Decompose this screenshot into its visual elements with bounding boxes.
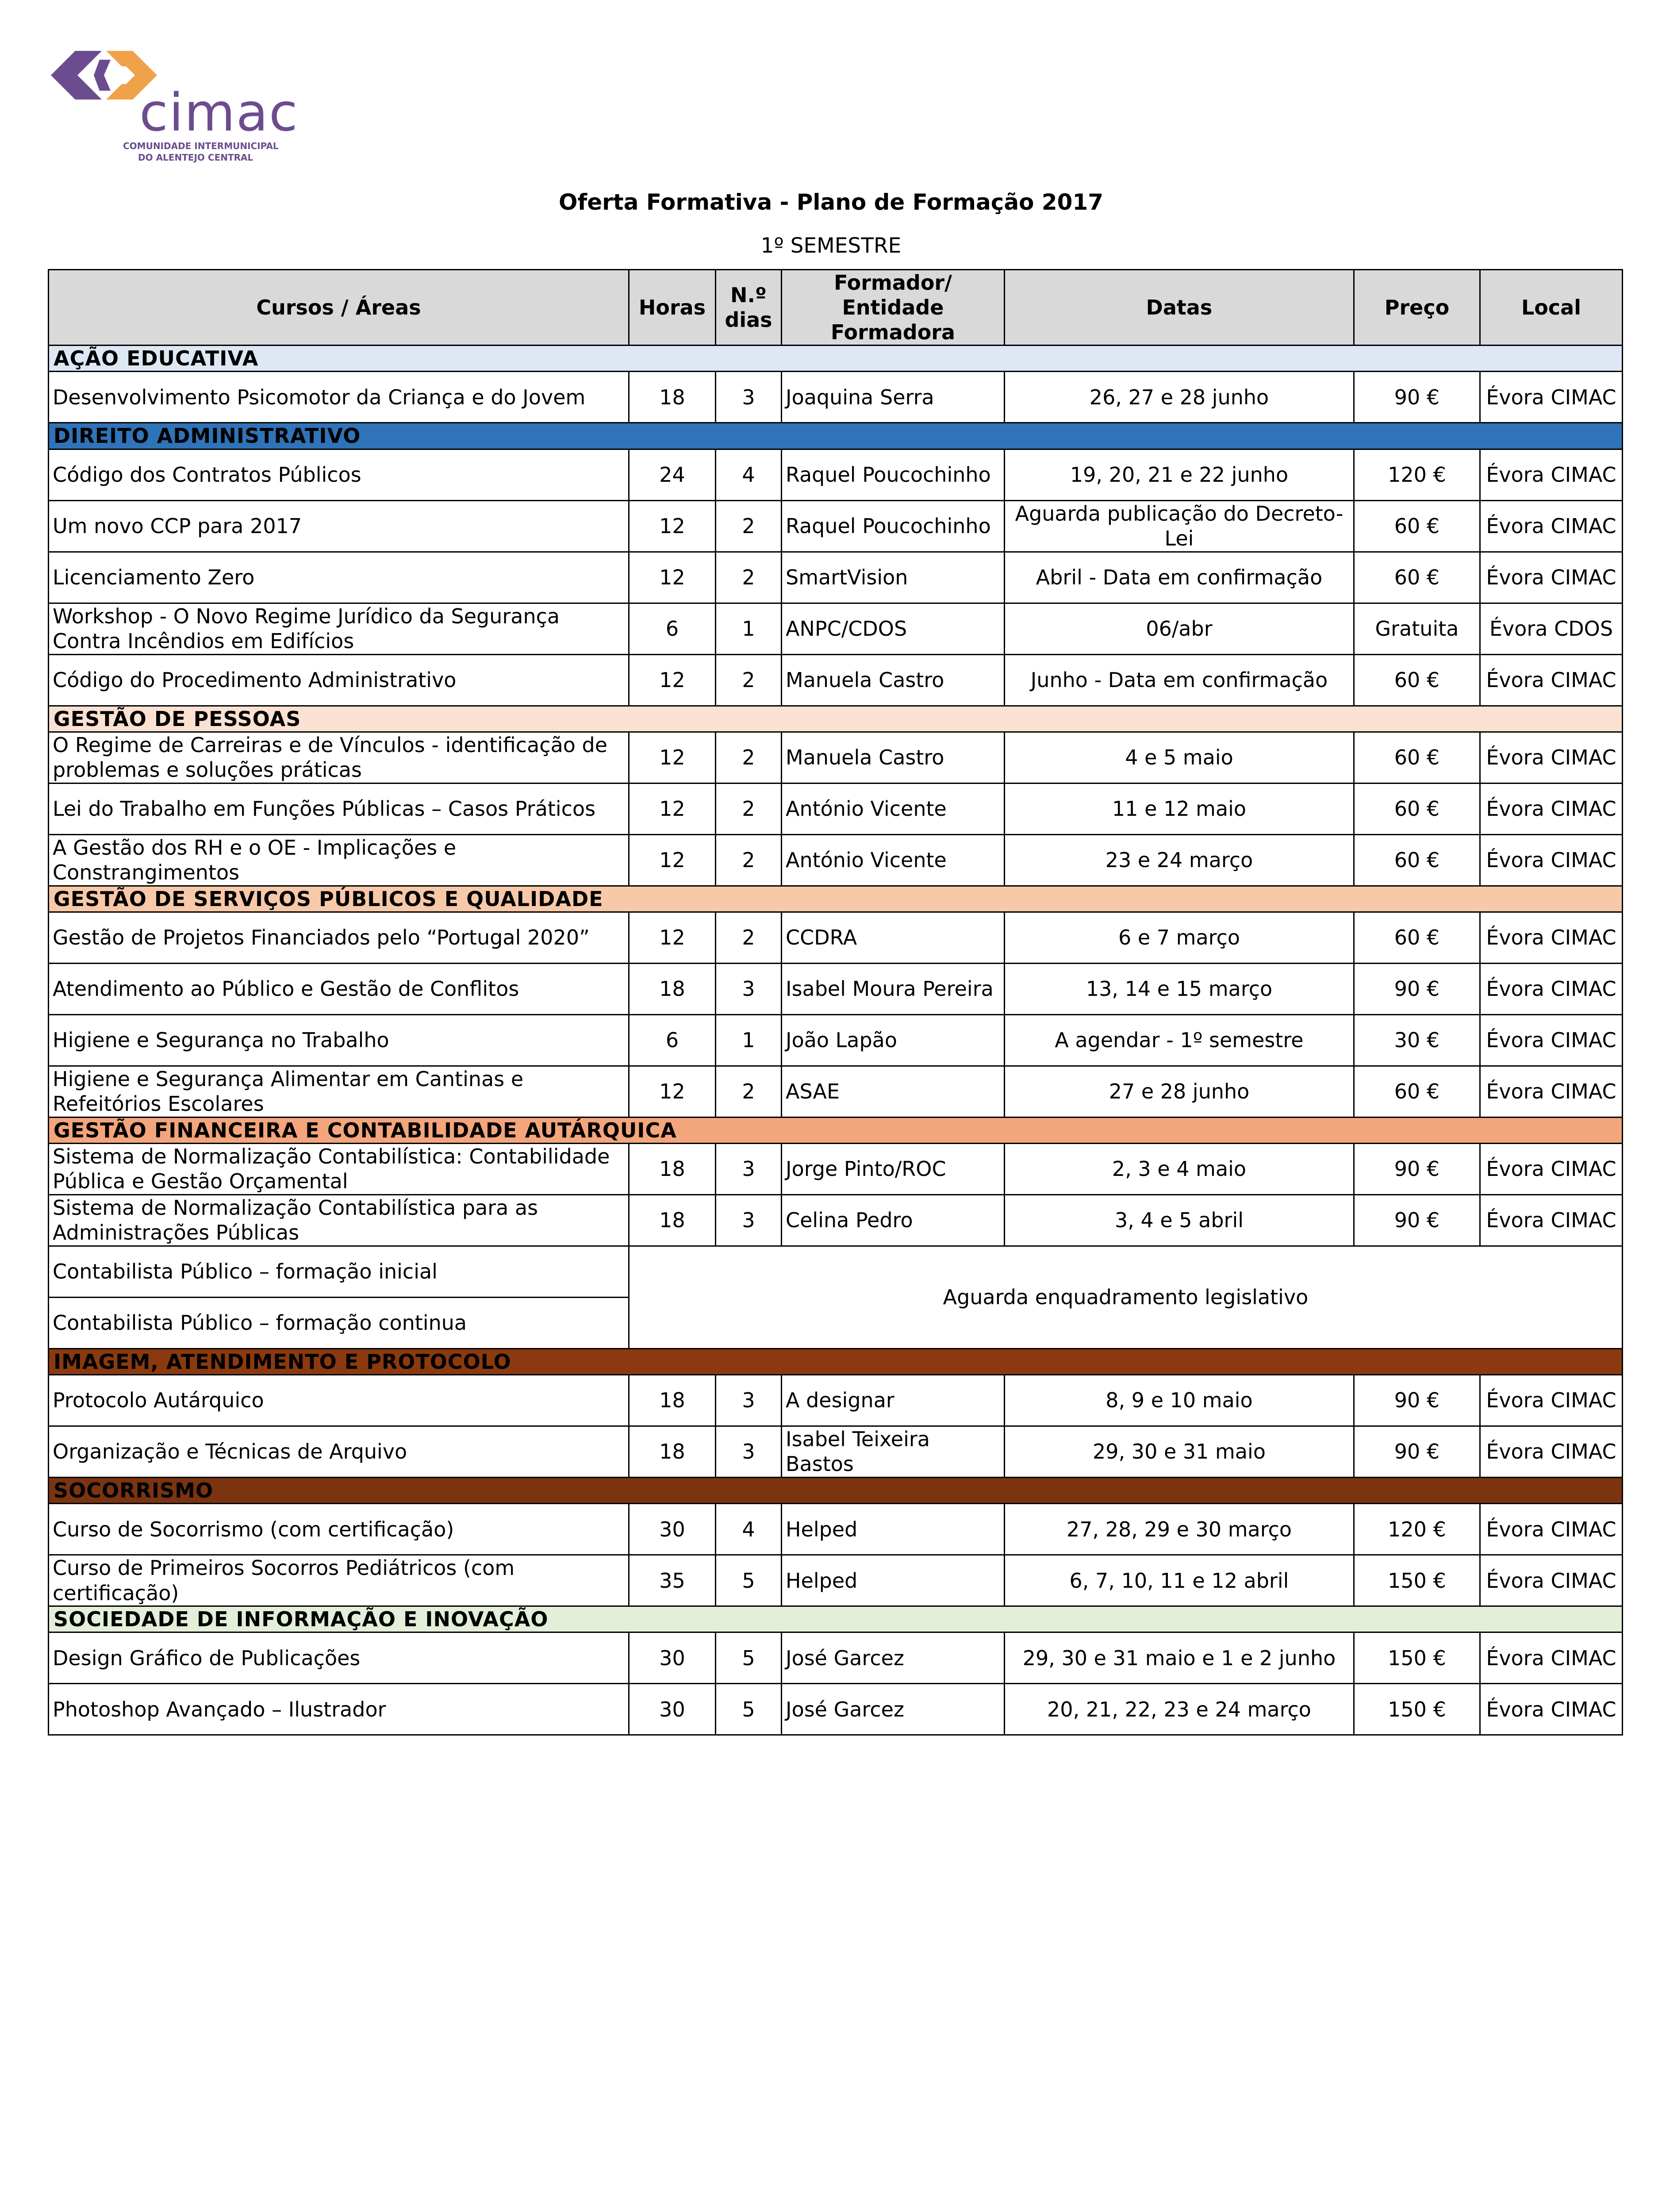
course-name: Curso de Primeiros Socorros Pediátricos (com certificação) — [49, 1555, 629, 1606]
course-name: Um novo CCP para 2017 — [49, 500, 629, 552]
course-location: Évora CDOS — [1480, 603, 1623, 654]
course-days: 2 — [716, 552, 782, 603]
header-formador: Formador/ Entidade Formadora — [782, 270, 1005, 346]
course-dates: 19, 20, 21 e 22 junho — [1005, 449, 1354, 500]
table-row — [49, 1555, 1623, 1606]
course-days: 2 — [716, 500, 782, 552]
course-name: Photoshop Avançado – Ilustrador — [49, 1684, 629, 1735]
course-dates: 13, 14 e 15 março — [1005, 963, 1354, 1014]
course-trainer: Helped — [782, 1555, 1005, 1606]
course-dates: Junho - Data em confirmação — [1005, 654, 1354, 706]
table-row — [49, 783, 1623, 834]
course-location: Évora CIMAC — [1480, 1375, 1623, 1426]
course-price: 90 € — [1354, 963, 1480, 1014]
course-trainer: António Vicente — [782, 834, 1005, 886]
table-row — [49, 1632, 1623, 1684]
course-days: 2 — [716, 654, 782, 706]
course-location: Évora CIMAC — [1480, 654, 1623, 706]
course-trainer: José Garcez — [782, 1632, 1005, 1684]
course-location: Évora CIMAC — [1480, 372, 1623, 423]
course-location: Évora CIMAC — [1480, 552, 1623, 603]
course-price: 60 € — [1354, 500, 1480, 552]
section-header-row — [49, 346, 1623, 372]
course-days: 2 — [716, 1066, 782, 1117]
course-dates: 26, 27 e 28 junho — [1005, 372, 1354, 423]
course-dates: 29, 30 e 31 maio e 1 e 2 junho — [1005, 1632, 1354, 1684]
course-price: 90 € — [1354, 1194, 1480, 1246]
semester-label: 1º SEMESTRE — [760, 234, 902, 258]
course-location: Évora CIMAC — [1480, 1555, 1623, 1606]
course-hours: 6 — [629, 1014, 716, 1066]
course-trainer: ANPC/CDOS — [782, 603, 1005, 654]
course-hours: 18 — [629, 1426, 716, 1477]
course-location: Évora CIMAC — [1480, 783, 1623, 834]
section-header-row — [49, 423, 1623, 449]
course-name: Workshop - O Novo Regime Jurídico da Segurança Contra Incêndios em Edifícios — [49, 603, 629, 654]
course-trainer: Celina Pedro — [782, 1194, 1005, 1246]
course-price: 90 € — [1354, 1143, 1480, 1194]
course-days: 2 — [716, 732, 782, 783]
course-days: 3 — [716, 372, 782, 423]
course-price: 60 € — [1354, 654, 1480, 706]
table-row — [49, 1143, 1623, 1194]
course-name: Sistema de Normalização Contabilística para as Administrações Públicas — [49, 1194, 629, 1246]
course-name: Protocolo Autárquico — [49, 1375, 629, 1426]
course-trainer: João Lapão — [782, 1014, 1005, 1066]
course-price: 90 € — [1354, 372, 1480, 423]
course-location: Évora CIMAC — [1480, 1066, 1623, 1117]
course-hours: 30 — [629, 1684, 716, 1735]
course-location: Évora CIMAC — [1480, 1426, 1623, 1477]
course-dates: Aguarda publicação do Decreto-Lei — [1005, 500, 1354, 552]
course-days: 2 — [716, 912, 782, 963]
course-location: Évora CIMAC — [1480, 500, 1623, 552]
course-price: 90 € — [1354, 1375, 1480, 1426]
course-name: Organização e Técnicas de Arquivo — [49, 1426, 629, 1477]
course-trainer: A designar — [782, 1375, 1005, 1426]
course-name: Gestão de Projetos Financiados pelo “Portugal 2020” — [49, 912, 629, 963]
course-location: Évora CIMAC — [1480, 1504, 1623, 1555]
course-location: Évora CIMAC — [1480, 1014, 1623, 1066]
course-name: A Gestão dos RH e o OE - Implicações e Constrangimentos — [49, 834, 629, 886]
course-name: Contabilista Público – formação continua — [49, 1297, 629, 1348]
course-hours: 18 — [629, 1194, 716, 1246]
logo-subtitle-2: DO ALENTEJO CENTRAL — [138, 152, 253, 163]
course-dates: 27 e 28 junho — [1005, 1066, 1354, 1117]
table-row — [49, 834, 1623, 886]
course-price: 120 € — [1354, 1504, 1480, 1555]
course-name: Atendimento ao Público e Gestão de Conflitos — [49, 963, 629, 1014]
table-row — [49, 603, 1623, 654]
cimac-logo — [44, 42, 319, 166]
course-name: Desenvolvimento Psicomotor da Criança e do Jovem — [49, 372, 629, 423]
pending-note: Aguarda enquadramento legislativo — [629, 1246, 1623, 1348]
course-days: 3 — [716, 1143, 782, 1194]
table-row — [49, 963, 1623, 1014]
course-location: Évora CIMAC — [1480, 449, 1623, 500]
course-dates: 2, 3 e 4 maio — [1005, 1143, 1354, 1194]
course-dates: 6, 7, 10, 11 e 12 abril — [1005, 1555, 1354, 1606]
course-price: 60 € — [1354, 783, 1480, 834]
course-price: 60 € — [1354, 732, 1480, 783]
section-title: SOCORRISMO — [49, 1477, 1623, 1503]
course-hours: 6 — [629, 603, 716, 654]
course-trainer: Raquel Poucochinho — [782, 449, 1005, 500]
section-header-row — [49, 1477, 1623, 1503]
course-trainer: CCDRA — [782, 912, 1005, 963]
course-dates: 8, 9 e 10 maio — [1005, 1375, 1354, 1426]
section-title: SOCIEDADE DE INFORMAÇÃO E INOVAÇÃO — [49, 1606, 1623, 1632]
course-name: Código dos Contratos Públicos — [49, 449, 629, 500]
course-trainer: Joaquina Serra — [782, 372, 1005, 423]
course-days: 1 — [716, 1014, 782, 1066]
table-row — [49, 449, 1623, 500]
course-hours: 18 — [629, 1375, 716, 1426]
course-trainer: Manuela Castro — [782, 654, 1005, 706]
table-header-row — [49, 270, 1623, 346]
course-dates: 3, 4 e 5 abril — [1005, 1194, 1354, 1246]
course-name: Lei do Trabalho em Funções Públicas – Casos Práticos — [49, 783, 629, 834]
course-trainer: Raquel Poucochinho — [782, 500, 1005, 552]
course-name: Sistema de Normalização Contabilística: Contabilidade Pública e Gestão Orçamental — [49, 1143, 629, 1194]
course-hours: 18 — [629, 1143, 716, 1194]
course-price: 60 € — [1354, 552, 1480, 603]
header-local: Local — [1480, 270, 1623, 346]
course-days: 5 — [716, 1684, 782, 1735]
table-row — [49, 912, 1623, 963]
course-location: Évora CIMAC — [1480, 963, 1623, 1014]
course-location: Évora CIMAC — [1480, 834, 1623, 886]
course-trainer: ASAE — [782, 1066, 1005, 1117]
table-row — [49, 1504, 1623, 1555]
course-name: Licenciamento Zero — [49, 552, 629, 603]
course-days: 4 — [716, 1504, 782, 1555]
course-days: 3 — [716, 1375, 782, 1426]
course-price: 60 € — [1354, 1066, 1480, 1117]
table-row — [49, 1066, 1623, 1117]
course-name: Código do Procedimento Administrativo — [49, 654, 629, 706]
course-trainer: Manuela Castro — [782, 732, 1005, 783]
course-trainer: Jorge Pinto/ROC — [782, 1143, 1005, 1194]
course-hours: 30 — [629, 1504, 716, 1555]
course-location: Évora CIMAC — [1480, 1143, 1623, 1194]
table-row — [49, 1194, 1623, 1246]
header-datas: Datas — [1005, 270, 1354, 346]
course-hours: 18 — [629, 963, 716, 1014]
table-row — [49, 552, 1623, 603]
course-price: 150 € — [1354, 1632, 1480, 1684]
header-horas: Horas — [629, 270, 716, 346]
course-hours: 18 — [629, 372, 716, 423]
table-row — [49, 500, 1623, 552]
section-header-row — [49, 706, 1623, 732]
course-name: O Regime de Carreiras e de Vínculos - identificação de problemas e soluções práticas — [49, 732, 629, 783]
course-days: 3 — [716, 1194, 782, 1246]
course-price: 60 € — [1354, 912, 1480, 963]
course-hours: 30 — [629, 1632, 716, 1684]
page-title: Oferta Formativa - Plano de Formação 2017 — [558, 189, 1104, 215]
course-dates: 6 e 7 março — [1005, 912, 1354, 963]
table-row — [49, 654, 1623, 706]
course-dates: 23 e 24 março — [1005, 834, 1354, 886]
section-title: GESTÃO FINANCEIRA E CONTABILIDADE AUTÁRQUICA — [49, 1117, 1623, 1143]
course-hours: 12 — [629, 654, 716, 706]
section-title: AÇÃO EDUCATIVA — [49, 346, 1623, 372]
course-trainer: Isabel Moura Pereira — [782, 963, 1005, 1014]
section-header-row — [49, 886, 1623, 912]
course-price: 30 € — [1354, 1014, 1480, 1066]
course-location: Évora CIMAC — [1480, 1194, 1623, 1246]
header-cursos: Cursos / Áreas — [49, 270, 629, 346]
logo-subtitle-1: COMUNIDADE INTERMUNICIPAL — [123, 141, 279, 151]
course-hours: 24 — [629, 449, 716, 500]
table-row — [49, 372, 1623, 423]
course-days: 2 — [716, 783, 782, 834]
course-hours: 12 — [629, 732, 716, 783]
course-dates: A agendar - 1º semestre — [1005, 1014, 1354, 1066]
course-name: Curso de Socorrismo (com certificação) — [49, 1504, 629, 1555]
table-row — [49, 1375, 1623, 1426]
course-location: Évora CIMAC — [1480, 732, 1623, 783]
course-price: 60 € — [1354, 834, 1480, 886]
course-name: Higiene e Segurança Alimentar em Cantinas e Refeitórios Escolares — [49, 1066, 629, 1117]
course-hours: 35 — [629, 1555, 716, 1606]
course-hours: 12 — [629, 783, 716, 834]
course-dates: 29, 30 e 31 maio — [1005, 1426, 1354, 1477]
course-dates: Abril - Data em confirmação — [1005, 552, 1354, 603]
course-name: Design Gráfico de Publicações — [49, 1632, 629, 1684]
course-price: 90 € — [1354, 1426, 1480, 1477]
section-header-row — [49, 1117, 1623, 1143]
table-row — [49, 732, 1623, 783]
table-row — [49, 1426, 1623, 1477]
course-days: 5 — [716, 1555, 782, 1606]
section-title: IMAGEM, ATENDIMENTO E PROTOCOLO — [49, 1348, 1623, 1375]
course-name: Higiene e Segurança no Trabalho — [49, 1014, 629, 1066]
course-trainer: António Vicente — [782, 783, 1005, 834]
logo-wordmark: cimac — [139, 82, 299, 143]
course-dates: 4 e 5 maio — [1005, 732, 1354, 783]
course-days: 3 — [716, 963, 782, 1014]
course-price: 120 € — [1354, 449, 1480, 500]
course-hours: 12 — [629, 552, 716, 603]
course-location: Évora CIMAC — [1480, 1632, 1623, 1684]
course-days: 2 — [716, 834, 782, 886]
course-days: 3 — [716, 1426, 782, 1477]
course-hours: 12 — [629, 1066, 716, 1117]
training-plan-table — [48, 269, 1623, 1736]
course-dates: 20, 21, 22, 23 e 24 março — [1005, 1684, 1354, 1735]
section-title: DIREITO ADMINISTRATIVO — [49, 423, 1623, 449]
section-header-row — [49, 1606, 1623, 1632]
course-hours: 12 — [629, 500, 716, 552]
course-price: Gratuita — [1354, 603, 1480, 654]
course-price: 150 € — [1354, 1555, 1480, 1606]
course-trainer: Isabel Teixeira Bastos — [782, 1426, 1005, 1477]
course-days: 1 — [716, 603, 782, 654]
course-trainer: José Garcez — [782, 1684, 1005, 1735]
course-trainer: SmartVision — [782, 552, 1005, 603]
course-name: Contabilista Público – formação inicial — [49, 1246, 629, 1297]
header-dias: N.º dias — [716, 270, 782, 346]
course-days: 5 — [716, 1632, 782, 1684]
course-price: 150 € — [1354, 1684, 1480, 1735]
course-dates: 27, 28, 29 e 30 março — [1005, 1504, 1354, 1555]
course-dates: 06/abr — [1005, 603, 1354, 654]
table-row — [49, 1684, 1623, 1735]
course-location: Évora CIMAC — [1480, 1684, 1623, 1735]
course-trainer: Helped — [782, 1504, 1005, 1555]
course-dates: 11 e 12 maio — [1005, 783, 1354, 834]
table-body — [49, 346, 1623, 1735]
header-preco: Preço — [1354, 270, 1480, 346]
table-row — [49, 1014, 1623, 1066]
section-title: GESTÃO DE PESSOAS — [49, 706, 1623, 732]
course-hours: 12 — [629, 834, 716, 886]
section-title: GESTÃO DE SERVIÇOS PÚBLICOS E QUALIDADE — [49, 886, 1623, 912]
course-days: 4 — [716, 449, 782, 500]
course-hours: 12 — [629, 912, 716, 963]
table-row — [49, 1246, 1623, 1297]
section-header-row — [49, 1348, 1623, 1375]
course-location: Évora CIMAC — [1480, 912, 1623, 963]
